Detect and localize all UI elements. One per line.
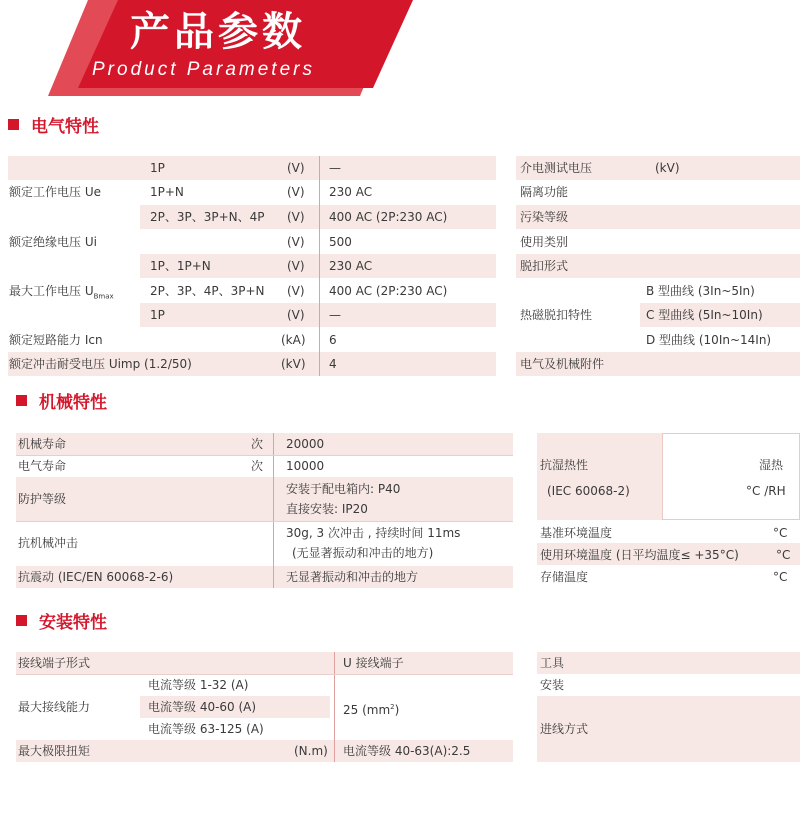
mech-life-unit: 次 [251,437,264,451]
section-title: 机械特性 [39,392,107,413]
torque-label: 最大极限扭矩 [18,744,91,758]
mech-life-label: 机械寿命 [18,437,67,451]
elec-life-unit: 次 [251,459,264,473]
rated-voltage-label: 额定工作电压 Ue [9,185,101,199]
section-title: 安装特性 [39,612,107,633]
section-marker-icon [16,615,27,626]
category-label: 使用类别 [520,235,569,249]
impulse-value: 4 [329,357,337,371]
mv-unit: (V) [287,284,305,298]
banner-subtitle: Product Parameters [92,59,315,80]
mv-pole: 1P、1P+N [150,259,211,273]
curve-b: B 型曲线 (3In~5In) [646,284,755,298]
damp-heat-std: (IEC 60068-2) [547,484,630,498]
torque-unit: (N.m) [294,744,328,758]
impulse-unit: (kV) [281,357,306,371]
curve-c: C 型曲线 (5In~10In) [646,308,763,322]
shock-value: 30g, 3 次冲击 , 持续时间 11ms [286,526,461,540]
isolation-label: 隔离功能 [520,185,569,199]
terminal-label: 接线端子形式 [18,656,91,670]
section-marker-icon [8,119,19,130]
short-circuit-value: 6 [329,333,337,347]
mech-life-value: 20000 [286,437,325,451]
mv-value: — [329,308,341,322]
trip-label: 脱扣形式 [520,259,569,273]
dielectric-label: 介电测试电压 [520,161,593,175]
vibration-label: 抗震动 (IEC/EN 60068-2-6) [18,570,174,584]
mv-unit: (V) [287,259,305,273]
max-voltage-label: 最大工作电压 $U_{Bmax}$ [9,284,114,301]
protection-value: 直接安装: IP20 [286,502,368,516]
mv-unit: (V) [287,308,305,322]
banner-title: 产品参数 [130,9,306,55]
impulse-label: 额定冲击耐受电压 Uimp (1.2/50) [9,357,192,371]
thermal-label: 热磁脱扣特性 [520,308,593,322]
torque-value: 电流等级 40-63(A):2.5 [343,744,471,758]
pollution-label: 污染等级 [520,210,569,224]
mount-label: 安装 [540,678,565,692]
mv-pole: 2P、3P、4P、3P+N [150,284,265,298]
accessories-label: 电气及机械附件 [520,357,605,371]
insulation-value: 500 [329,235,352,249]
mv-value: 230 AC [329,259,373,273]
rv-value: 230 AC [329,185,373,199]
mv-value: 400 AC (2P:230 AC) [329,284,448,298]
capacity-value: 25 $(mm^2)$ [343,703,400,717]
vibration-value: 无显著振动和冲击的地方 [286,570,419,584]
tool-label: 工具 [540,656,565,670]
section-electrical [8,111,99,137]
ref-temp-unit: °C [773,526,788,540]
dielectric-unit: (kV) [655,161,680,175]
short-circuit-label: 额定短路能力 Icn [9,333,103,347]
insulation-unit: (V) [287,235,305,249]
capacity-row: 电流等级 40-60 (A) [148,700,257,714]
rv-unit: (V) [287,210,305,224]
shock-note: (无显著振动和冲击的地方) [292,546,434,560]
rv-pole: 1P [150,161,165,175]
rv-pole: 2P、3P、3P+N、4P [150,210,265,224]
storage-temp-label: 存储温度 [540,570,589,584]
section-title: 电气特性 [31,116,99,137]
storage-temp-unit: °C [773,570,788,584]
mv-pole: 1P [150,308,165,322]
curve-d: D 型曲线 (10In~14In) [646,333,772,347]
section-install [16,607,107,633]
section-mechanical [16,387,107,413]
ref-temp-label: 基准环境温度 [540,526,613,540]
shock-label: 抗机械冲击 [18,536,79,550]
rv-unit: (V) [287,185,305,199]
rv-value: — [329,161,341,175]
rv-value: 400 AC (2P:230 AC) [329,210,448,224]
elec-life-label: 电气寿命 [18,459,67,473]
damp-heat-unit: °C /RH [746,484,786,498]
capacity-row: 电流等级 1-32 (A) [148,678,249,692]
damp-heat-value: 湿热 [759,458,784,472]
capacity-row: 电流等级 63-125 (A) [148,722,264,736]
damp-heat-label: 抗湿热性 [540,458,589,472]
inlet-label: 进线方式 [540,722,589,736]
use-temp-unit: °C [776,548,791,562]
capacity-label: 最大接线能力 [18,700,91,714]
section-marker-icon [16,395,27,406]
protection-value: 安装于配电箱内: P40 [286,482,401,496]
rv-unit: (V) [287,161,305,175]
rv-pole: 1P+N [150,185,184,199]
short-circuit-unit: (kA) [281,333,306,347]
elec-life-value: 10000 [286,459,325,473]
insulation-label: 额定绝缘电压 Ui [9,235,97,249]
use-temp-label: 使用环境温度 (日平均温度≤ +35°C) [540,548,739,562]
protection-label: 防护等级 [18,492,67,506]
terminal-value: U 接线端子 [343,656,404,670]
